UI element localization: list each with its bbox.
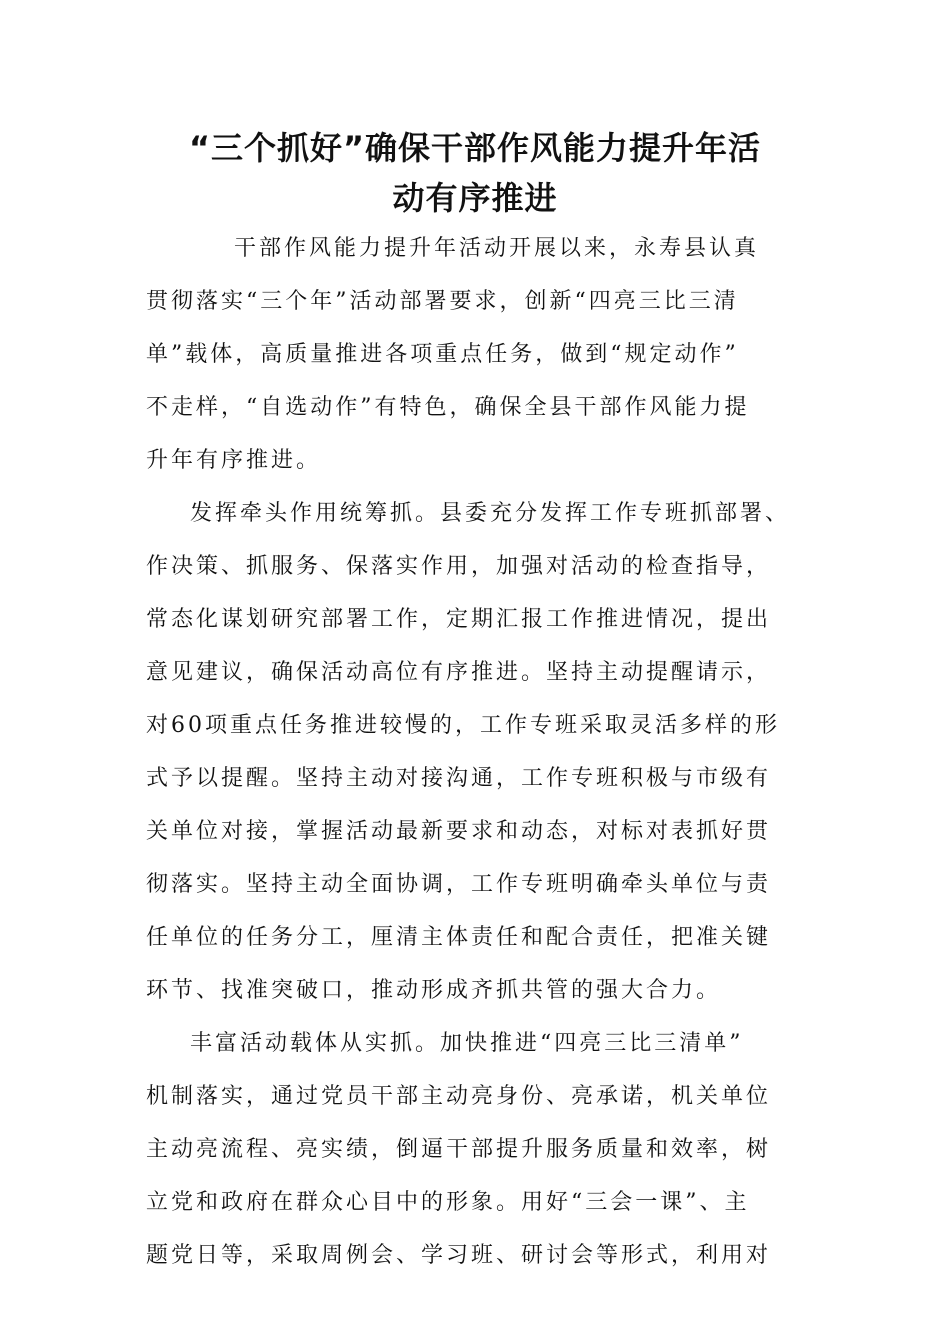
paragraph-line: 任单位的任务分工，厘清主体责任和配合责任，把准关键 bbox=[146, 925, 772, 950]
paragraph-line: 意见建议，确保活动高位有序推进。坚持主动提醒请示， bbox=[146, 660, 772, 685]
document-title-line-2: 动有序推进 bbox=[392, 179, 558, 217]
paragraph-line: 式予以提醒。坚持主动对接沟通，工作专班积极与市级有 bbox=[146, 766, 772, 791]
paragraph-line: 关单位对接，掌握活动最新要求和动态，对标对表抓好贯 bbox=[146, 819, 772, 844]
paragraph-line: 题党日等，采取周例会、学习班、研讨会等形式，利用对 bbox=[146, 1243, 772, 1268]
paragraph-line: 作决策、抓服务、保落实作用，加强对活动的检查指导， bbox=[146, 554, 772, 579]
paragraph-line: 彻落实。坚持主动全面协调，工作专班明确牵头单位与责 bbox=[146, 872, 772, 897]
paragraph-line: 升年有序推进。 bbox=[146, 448, 322, 473]
paragraph-line: 发挥牵头作用统筹抓。县委充分发挥工作专班抓部署、 bbox=[190, 501, 791, 526]
paragraph-line: 主动亮流程、亮实绩，倒逼干部提升服务质量和效率，树 bbox=[146, 1137, 772, 1162]
paragraph-line: 环节、找准突破口，推动形成齐抓共管的强大合力。 bbox=[146, 978, 722, 1003]
paragraph-line: 干部作风能力提升年活动开展以来，永寿县认真 bbox=[234, 236, 760, 261]
paragraph-line: 贯彻落实“三个年”活动部署要求，创新“四亮三比三清 bbox=[146, 289, 739, 314]
paragraph-line: 丰富活动载体从实抓。加快推进“四亮三比三清单” bbox=[190, 1031, 744, 1056]
paragraph-line: 对60项重点任务推进较慢的，工作专班采取灵活多样的形 bbox=[146, 713, 780, 738]
paragraph-line: 立党和政府在群众心目中的形象。用好“三会一课”、主 bbox=[146, 1190, 750, 1215]
paragraph-line: 常态化谋划研究部署工作，定期汇报工作推进情况，提出 bbox=[146, 607, 772, 632]
document-title-line-1: “三个抓好”确保干部作风能力提升年活 bbox=[188, 129, 762, 167]
paragraph-line: 机制落实，通过党员干部主动亮身份、亮承诺，机关单位 bbox=[146, 1084, 772, 1109]
paragraph-line: 单”载体，高质量推进各项重点任务，做到“规定动作” bbox=[146, 342, 739, 367]
paragraph-line: 不走样，“自选动作”有特色，确保全县干部作风能力提 bbox=[146, 395, 750, 420]
